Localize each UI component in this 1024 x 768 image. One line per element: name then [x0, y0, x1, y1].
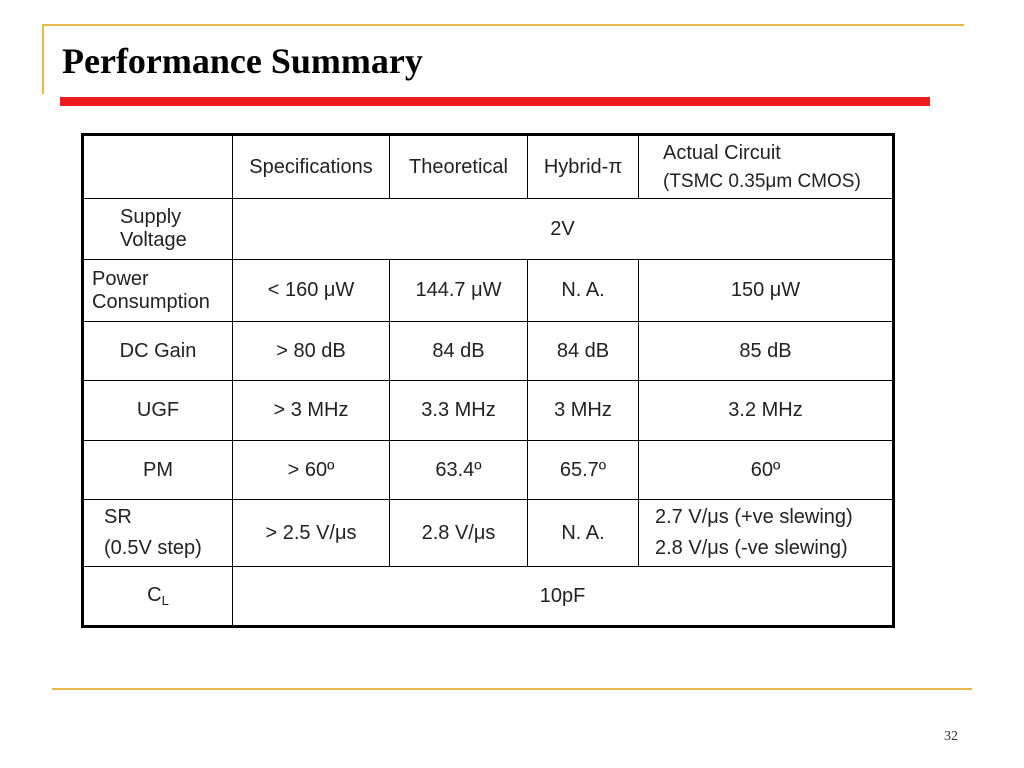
ugf-theoretical: 3.3 MHz [390, 381, 528, 441]
performance-summary-table [81, 133, 895, 628]
ugf-hybrid: 3 MHz [528, 381, 639, 441]
ugf-actual: 3.2 MHz [639, 381, 894, 441]
table-row-ugf [83, 381, 894, 441]
table-row-pm [83, 441, 894, 500]
pm-spec: > 60º [233, 441, 390, 500]
power-theoretical: 144.7 μW [390, 260, 528, 322]
pm-actual: 60º [639, 441, 894, 500]
power-actual: 150 μW [639, 260, 894, 322]
table-row-supply-voltage [83, 199, 894, 260]
row-label-supply-voltage: Supply Voltage [83, 199, 233, 260]
table-row-sr [83, 500, 894, 567]
header-hybrid-pi: Hybrid-π [528, 135, 639, 199]
cl-value: 10pF [233, 567, 894, 627]
header-theoretical: Theoretical [390, 135, 528, 199]
header-actual-circuit-line1: Actual Circuit [663, 141, 781, 164]
bottom-accent-line [52, 688, 972, 690]
dc-gain-theoretical: 84 dB [390, 322, 528, 381]
pm-theoretical: 63.4º [390, 441, 528, 500]
header-actual-circuit [639, 135, 894, 199]
table-row-power-consumption [83, 260, 894, 322]
title-underline-bar [60, 97, 930, 106]
sr-theoretical: 2.8 V/μs [390, 500, 528, 567]
dc-gain-spec: > 80 dB [233, 322, 390, 381]
row-label-ugf: UGF [83, 381, 233, 441]
table-header-row [83, 135, 894, 199]
dc-gain-actual: 85 dB [639, 322, 894, 381]
pm-hybrid: 65.7º [528, 441, 639, 500]
row-label-cl: $C_L$ [83, 567, 233, 627]
left-accent-line [42, 24, 44, 94]
power-hybrid: N. A. [528, 260, 639, 322]
slide-title: Performance Summary [62, 41, 423, 81]
row-label-power-consumption: Power Consumption [83, 260, 233, 322]
header-specifications: Specifications [233, 135, 390, 199]
row-label-pm: PM [83, 441, 233, 500]
table-row-dc-gain [83, 322, 894, 381]
header-empty-cell [83, 135, 233, 199]
ugf-spec: > 3 MHz [233, 381, 390, 441]
sr-hybrid: N. A. [528, 500, 639, 567]
row-label-dc-gain: DC Gain [83, 322, 233, 381]
power-spec: < 160 μW [233, 260, 390, 322]
table-row-cl [83, 567, 894, 627]
header-actual-circuit-line2: (TSMC 0.35μm CMOS) [663, 170, 861, 192]
top-accent-line [42, 24, 964, 26]
page-number: 32 [944, 729, 958, 744]
row-label-sr: SR (0.5V step) [83, 500, 233, 567]
supply-voltage-value: 2V [233, 199, 894, 260]
sr-actual: 2.7 V/μs (+ve slewing) 2.8 V/μs (-ve slewing) [639, 500, 894, 567]
dc-gain-hybrid: 84 dB [528, 322, 639, 381]
sr-spec: > 2.5 V/μs [233, 500, 390, 567]
